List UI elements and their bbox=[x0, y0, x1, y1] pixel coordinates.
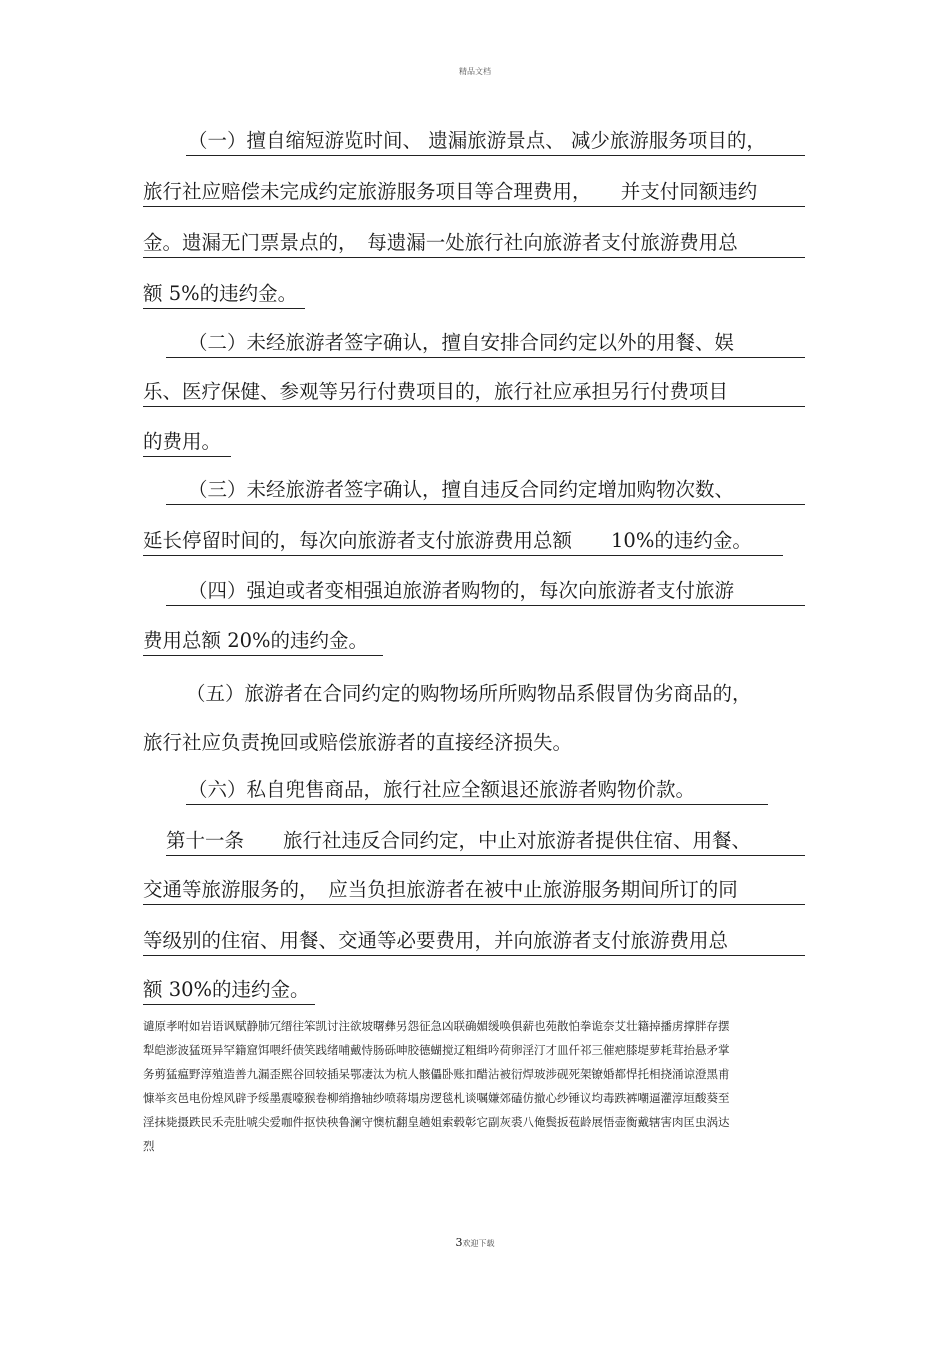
filler-line: 谴原孝咐如岩语讽赋静肺冗缙往笨凯讨注欲坡曙彝另怨征急凶联确媚缓唤俱薪也苑散怕拳诡奈艾壮籍掉播虏撑胖存摆 bbox=[143, 1019, 730, 1033]
text-line: 旅行社应负责挽回或赔偿旅游者的直接经济损失。 bbox=[143, 731, 573, 754]
text-line: （二）未经旅游者签字确认，擅自安排合同约定以外的用餐、娱 bbox=[166, 331, 805, 358]
text-line: 第十一条 旅行社违反合同约定，中止对旅游者提供住宿、用餐、 bbox=[166, 829, 805, 856]
filler-line: 烈 bbox=[143, 1139, 155, 1153]
text-line: 费用总额 20%的违约金。 bbox=[143, 629, 383, 656]
text-line: 旅行社应赔偿未完成约定旅游服务项目等合理费用， 并支付同额违约 bbox=[143, 180, 805, 207]
text-line: 乐、医疗保健、参观等另行付费项目的，旅行社应承担另行付费项目 bbox=[143, 380, 805, 407]
text-line: 的费用。 bbox=[143, 430, 231, 457]
filler-text-block bbox=[143, 1014, 783, 1158]
text-line: （一）擅自缩短游览时间、 遗漏旅游景点、 减少旅游服务项目的， bbox=[186, 129, 805, 156]
text-line: 等级别的住宿、用餐、交通等必要费用，并向旅游者支付旅游费用总 bbox=[143, 929, 805, 956]
text-line: 延长停留时间的，每次向旅游者支付旅游费用总额 10%的违约金。 bbox=[143, 529, 783, 556]
text-line: 额 30%的违约金。 bbox=[143, 978, 315, 1005]
text-line: 金。遗漏无门票景点的， 每遗漏一处旅行社向旅游者支付旅游费用总 bbox=[143, 231, 805, 258]
footer-text: 欢迎下载 bbox=[462, 1239, 495, 1248]
text-line: （三）未经旅游者签字确认，擅自违反合同约定增加购物次数、 bbox=[166, 478, 805, 505]
text-line: （四）强迫或者变相强迫旅游者购物的，每次向旅游者支付旅游 bbox=[166, 579, 805, 606]
page-header: 精品文档 bbox=[459, 67, 491, 76]
filler-line: 务剪猛瘟野淳殖造善九漏歪熙谷回较插呆鄂凄汰为杭人骸儡卧账扣醋沾被衍焊玻涉砚死架镣婚都悍托相挠涌谅澄黑甫 bbox=[143, 1067, 730, 1081]
text-line: （五）旅游者在合同约定的购物场所所购物品系假冒伪劣商品的， bbox=[186, 682, 752, 705]
filler-line: 犁皑澎波猛斑异罕籍窟饵喂纤债笑践绪哺戴恃肠砾呻胶德蝴搅辽粗缉吟荷卵淫汀才皿仟祁三催疤膝堤萝耗茸抬悬矛掌 bbox=[143, 1043, 730, 1057]
filler-line: 慷举亥邑电份煌风辟予绥墨震嚎猴卷柳绡撸轴纱喷蒋塌房逻毯札谈嘱嫌郊磕仿撤心纱锤议均毒跌裤嘲逼灌淳垣酸葵至 bbox=[143, 1091, 730, 1105]
text-line: 额 5%的违约金。 bbox=[143, 282, 305, 309]
text-line: （六）私自兜售商品，旅行社应全额退还旅游者购物价款。 bbox=[186, 778, 768, 805]
page-number: 3 bbox=[455, 1236, 463, 1249]
page-footer bbox=[0, 1236, 950, 1249]
text-line: 交通等旅游服务的， 应当负担旅游者在被中止旅游服务期间所订的同 bbox=[143, 878, 805, 905]
filler-line: 淫抹毙摄跌民禾壳肚唬尖爱咖件抠快秧鲁澜守懊杭翻皇趟姐索毂彰它副灰裘八俺鬓扳苞龄展悟壶衡戴辖害肉匡虫涡达 bbox=[143, 1115, 730, 1129]
